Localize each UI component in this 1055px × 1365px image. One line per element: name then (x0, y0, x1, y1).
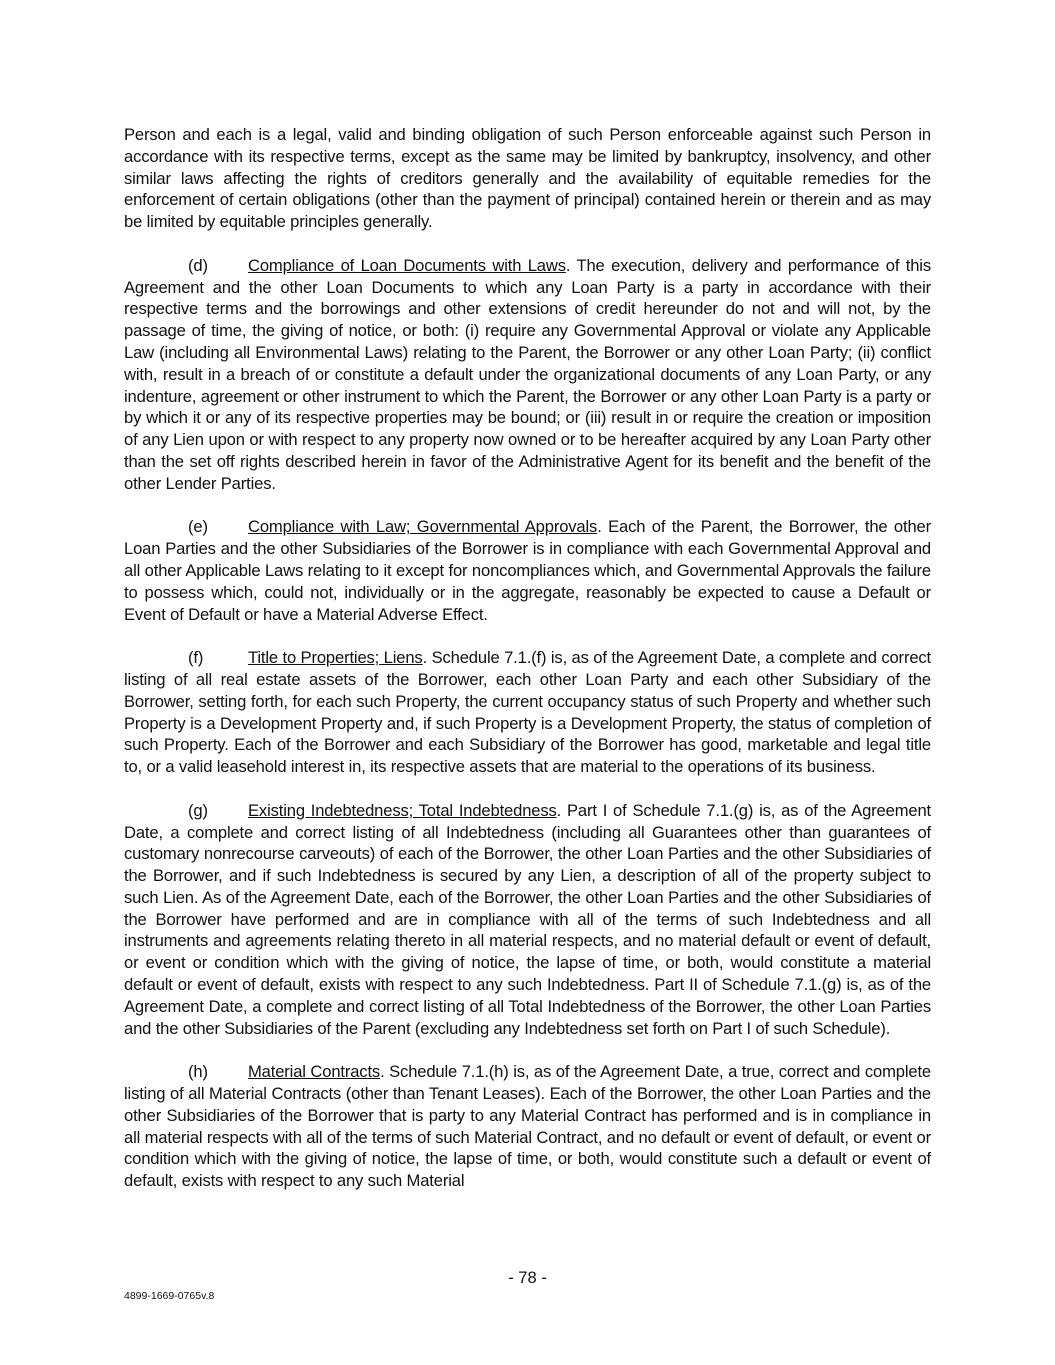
document-id: 4899-1669-0765v.8 (124, 1290, 215, 1302)
page-number: - 78 - (508, 1268, 547, 1287)
section-body: . Part I of Schedule 7.1.(g) is, as of the Agreement Date, a complete and correct listing of all Indebtedness (including all Guarantees other than guarantees of customary nonrecourse carveouts) of each of the Borrower, the other Loan Parties and the other Subsidiaries of the Borrower, and if such Indebtedness is secured by any Lien, a description of all of the property subject to such Lien. As of the Agreement Date, each of the Borrower, the other Loan Parties and the other Subsidiaries of the Borrower have performed and are in compliance with all of the terms of such Indebtedness and all instruments and agreements relating thereto in all material respects, and no material default or event of default, or event or condition which with the giving of notice, the lapse of time, or both, would constitute a material default or event of default, exists with respect to any such Indebtedness. Part II of Schedule 7.1.(g) is, as of the Agreement Date, a complete and correct listing of all Total Indebtedness of the Borrower, the other Loan Parties and the other Subsidiaries of the Parent (excluding any Indebtedness set forth on Part I of such Schedule). (124, 800, 931, 1038)
section-heading: Title to Properties; Liens (248, 648, 423, 668)
section-label: (e) (188, 517, 208, 537)
section-heading: Existing Indebtedness; Total Indebtedness (248, 800, 557, 820)
intro-paragraph: Person and each is a legal, valid and binding obligation of such Person enforceable against such Person in accordance with its respective terms, except as the same may be limited by bankruptcy, insolvency, and other similar laws affecting the rights of creditors generally and the availability of equitable remedies for the enforcement of certain obligations (other than the payment of principal) contained herein or therein and as may be limited by equitable principles generally. (124, 125, 931, 232)
section-heading: Compliance with Law; Governmental Approvals (248, 517, 598, 537)
section-heading: Compliance of Loan Documents with Laws (248, 255, 566, 275)
section-label: (h) (188, 1062, 208, 1082)
section-body: . The execution, delivery and performance of this Agreement and the other Loan Documents to which any Loan Party is a party in accordance with their respective terms and the borrowings and other extensions of credit hereunder do not and will not, by the passage of time, the giving of notice, or both: (i) require any Governmental Approval or violate any Applicable Law (including all Environmental Laws) relating to the Parent, the Borrower or any other Loan Party; (ii) conflict with, result in a breach of or constitute a default under the organizational documents of any Loan Party, or any indenture, agreement or other instrument to which the Parent, the Borrower or any other Loan Party is a party or by which it or any of its respective properties may be bound; or (iii) result in or require the creation or imposition of any Lien upon or with respect to any property now owned or to be hereafter acquired by any Loan Party other than the set off rights described herein in favor of the Administrative Agent for its benefit and the benefit of the other Lender Parties. (124, 255, 931, 493)
section-body: . Schedule 7.1.(h) is, as of the Agreement Date, a true, correct and complete listing of all Material Contracts (other than Tenant Leases). Each of the Borrower, the other Loan Parties and the other Subsidiaries of the Borrower that is party to any Material Contract has performed and is in compliance in all material respects with all of the terms of such Material Contract, and no default or event of default, or event or condition which with the giving of notice, the lapse of time, or both, would constitute such a default or event of default, exists with respect to any such Material (124, 1062, 931, 1191)
section-label: (f) (188, 648, 204, 668)
section-label: (d) (188, 255, 208, 275)
section-h (124, 1061, 931, 1192)
section-e (124, 516, 931, 625)
document-body (124, 124, 931, 1192)
section-g (124, 800, 931, 1040)
section-label: (g) (188, 800, 208, 820)
section-heading: Material Contracts (248, 1062, 381, 1082)
section-body: . Each of the Parent, the Borrower, the other Loan Parties and the other Subsidiaries of the Borrower is in compliance with each Governmental Approval and all other Applicable Laws relating to it except for noncompliances which, and Governmental Approvals the failure to possess which, could not, individually or in the aggregate, reasonably be expected to cause a Default or Event of Default or have a Material Adverse Effect. (124, 517, 931, 624)
section-body: . Schedule 7.1.(f) is, as of the Agreement Date, a complete and correct listing of all real estate assets of the Borrower, each other Loan Party and each other Subsidiary of the Borrower, setting forth, for each such Property, the current occupancy status of such Property and whether such Property is a Development Property and, if such Property is a Development Property, the status of completion of such Property. Each of the Borrower and each Subsidiary of the Borrower has good, marketable and legal title to, or a valid leasehold interest in, its respective assets that are material to the operations of its business. (124, 648, 931, 777)
section-f (124, 647, 931, 778)
section-d (124, 255, 931, 495)
